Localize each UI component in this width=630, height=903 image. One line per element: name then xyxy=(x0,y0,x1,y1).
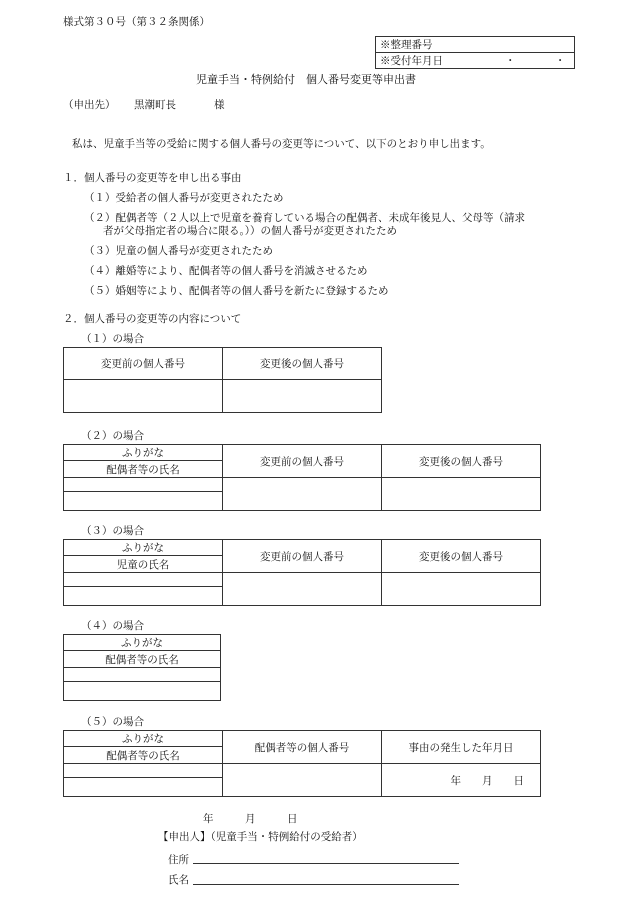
case2-before-header: 変更前の個人番号 xyxy=(223,445,382,478)
case2-furigana-input[interactable] xyxy=(64,478,223,492)
case1-before-input[interactable] xyxy=(64,380,223,413)
case2-name-input[interactable] xyxy=(64,492,223,511)
name-line[interactable] xyxy=(193,884,459,885)
case3-after-input[interactable] xyxy=(382,573,541,606)
case5-event-date-header: 事由の発生した年月日 xyxy=(382,731,541,764)
case2-furigana-header: ふりがな xyxy=(64,445,223,461)
case5-name-header: 配偶者等の氏名 xyxy=(64,747,223,764)
addressee-name: 黒潮町長 xyxy=(134,99,176,111)
case2-after-input[interactable] xyxy=(382,478,541,511)
case5-furigana-input[interactable] xyxy=(64,764,223,778)
reason-1: （１）受給者の個人番号が変更されたため xyxy=(84,192,284,204)
case3-furigana-input[interactable] xyxy=(64,573,223,587)
address-label: 住所 xyxy=(168,854,189,866)
reason-2: （２）配偶者等（２人以上で児童を養育している場合の配偶者、未成年後見人、父母等（請求 xyxy=(84,212,525,224)
reason-2-cont: 者が父母指定者の場合に限る。））の個人番号が変更されたため xyxy=(103,225,397,237)
case3-table xyxy=(63,539,541,606)
case4-name-input[interactable] xyxy=(64,682,221,701)
case3-name-header: 児童の氏名 xyxy=(64,556,223,573)
address-line[interactable] xyxy=(193,863,459,864)
case4-furigana-header: ふりがな xyxy=(64,635,221,651)
case4-label: （４）の場合 xyxy=(81,620,144,632)
case3-after-header: 変更後の個人番号 xyxy=(382,540,541,573)
case5-event-date-input[interactable]: 年 月 日 xyxy=(382,764,541,797)
case2-after-header: 変更後の個人番号 xyxy=(382,445,541,478)
case4-furigana-input[interactable] xyxy=(64,668,221,682)
case2-table xyxy=(63,444,541,511)
form-number: 様式第３０号（第３２条関係） xyxy=(63,16,210,28)
section1-heading: １．個人番号の変更等を申し出る事由 xyxy=(63,172,242,184)
management-number-field[interactable]: ※整理番号 xyxy=(376,37,575,53)
case4-name-header: 配偶者等の氏名 xyxy=(64,651,221,668)
footer-date: 年 月 日 xyxy=(203,813,298,825)
received-date-field[interactable]: ※受付年月日 xyxy=(376,53,575,69)
case3-label: （３）の場合 xyxy=(81,525,144,537)
case5-table xyxy=(63,730,541,797)
case5-number-input[interactable] xyxy=(223,764,382,797)
addressee-honorific: 様 xyxy=(214,99,225,111)
addressee-label: （申出先） xyxy=(63,99,116,111)
case2-label: （２）の場合 xyxy=(81,430,144,442)
reason-4: （４）離婚等により、配偶者等の個人番号を消滅させるため xyxy=(84,265,368,277)
case5-label: （５）の場合 xyxy=(81,716,144,728)
intro-text: 私は、児童手当等の受給に関する個人番号の変更等について、以下のとおり申し出ます。 xyxy=(72,138,491,150)
reason-5: （５）婚姻等により、配偶者等の個人番号を新たに登録するため xyxy=(84,285,389,297)
case3-before-header: 変更前の個人番号 xyxy=(223,540,382,573)
case1-before-header: 変更前の個人番号 xyxy=(64,348,223,380)
case1-table xyxy=(63,347,382,413)
case3-furigana-header: ふりがな xyxy=(64,540,223,556)
case1-label: （１）の場合 xyxy=(81,333,144,345)
case1-after-header: 変更後の個人番号 xyxy=(223,348,382,380)
date-dots: ・ ・ xyxy=(505,55,584,67)
section2-heading: ２．個人番号の変更等の内容について xyxy=(63,313,242,325)
name-label: 氏名 xyxy=(168,874,189,886)
case5-number-header: 配偶者等の個人番号 xyxy=(223,731,382,764)
case3-name-input[interactable] xyxy=(64,587,223,606)
case2-before-input[interactable] xyxy=(223,478,382,511)
applicant-label: 【申出人】（児童手当・特例給付の受給者） xyxy=(158,831,363,843)
case5-name-input[interactable] xyxy=(64,778,223,797)
case1-after-input[interactable] xyxy=(223,380,382,413)
case3-before-input[interactable] xyxy=(223,573,382,606)
form-title: 児童手当・特例給付 個人番号変更等申出書 xyxy=(196,73,416,86)
case5-furigana-header: ふりがな xyxy=(64,731,223,747)
case2-name-header: 配偶者等の氏名 xyxy=(64,461,223,478)
reason-3: （３）児童の個人番号が変更されたため xyxy=(84,245,273,257)
case4-table xyxy=(63,634,221,701)
